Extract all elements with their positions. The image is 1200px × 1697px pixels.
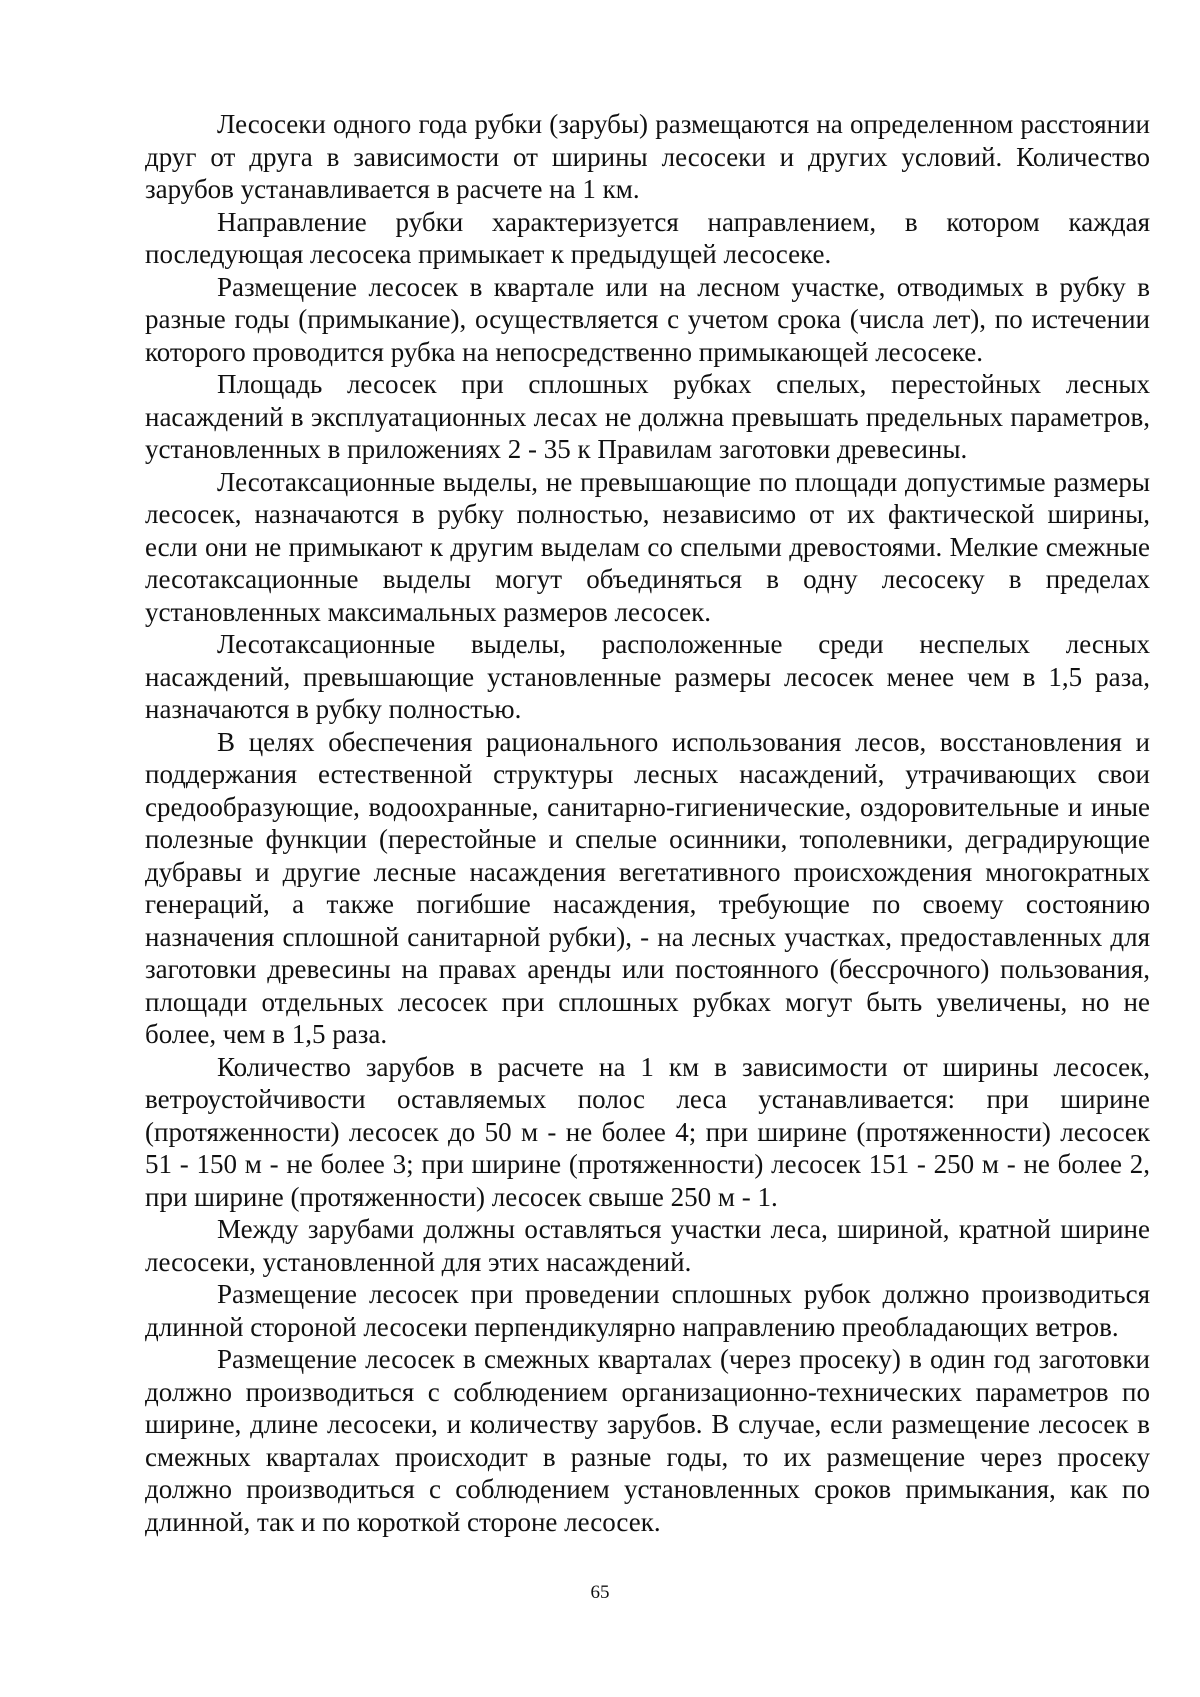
paragraph-11: Размещение лесосек в смежных кварталах (через просеку) в один год заготовки должно производиться с соблюдением организационно-технических параметров по ширине, длине лесосеки, и количеству зарубов. В случае, если размещение лесосек в смежных кварталах происходит в разные годы, то их размещение через просеку должно производиться с соблюдением установленных сроков примыкания, как по длинной, так и по короткой стороне лесосек. (145, 1344, 1150, 1537)
paragraph-9: Между зарубами должны оставляться участки леса, шириной, кратной ширине лесосеки, установленной для этих насаждений. (145, 1214, 1150, 1277)
paragraph-8: Количество зарубов в расчете на 1 км в зависимости от ширины лесосек, ветроустойчивости оставляемых полос леса устанавливается: при ширине (протяженности) лесосек до 50 м - не более 4; при ширине (протяженности) лесосек 51 - 150 м - не более 3; при ширине (протяженности) лесосек 151 - 250 м - не более 2, при ширине (протяженности) лесосек свыше 250 м - 1. (145, 1051, 1150, 1212)
page-number: 65 (590, 1582, 610, 1603)
paragraph-4: Площадь лесосек при сплошных рубках спелых, перестойных лесных насаждений в эксплуатационных лесах не должна превышать предельных параметров, установленных в приложениях 2 - 35 к Правилам заготовки древесины. (145, 369, 1150, 464)
paragraph-2: Направление рубки характеризуется направлением, в котором каждая последующая лесосека примыкает к предыдущей лесосеке. (145, 206, 1150, 269)
page-body (145, 108, 1150, 1538)
paragraph-1: Лесосеки одного года рубки (зарубы) размещаются на определенном расстоянии друг от друга в зависимости от ширины лесосеки и других условий. Количество зарубов устанавливается в расчете на 1 км. (145, 109, 1150, 204)
paragraph-3: Размещение лесосек в квартале или на лесном участке, отводимых в рубку в разные годы (примыкание), осуществляется с учетом срока (числа лет), по истечении которого проводится рубка на непосредственно примыкающей лесосеке. (145, 271, 1150, 367)
paragraph-6: Лесотаксационные выделы, расположенные среди неспелых лесных насаждений, превышающие установленные размеры лесосек менее чем в 1,5 раза, назначаются в рубку полностью. (145, 629, 1150, 724)
paragraph-5: Лесотаксационные выделы, не превышающие по площади допустимые размеры лесосек, назначаются в рубку полностью, независимо от их фактической ширины, если они не примыкают к другим выделам со спелыми древостоями. Мелкие смежные лесотаксационные выделы могут объединяться в одну лесосеку в пределах установленных максимальных размеров лесосек. (145, 466, 1150, 627)
paragraph-7: В целях обеспечения рационального использования лесов, восстановления и поддержания естественной структуры лесных насаждений, утрачивающих свои средообразующие, водоохранные, санитарно-гигиенические, оздоровительные и иные полезные функции (перестойные и спелые осинники, тополевники, деградирующие дубравы и другие лесные насаждения вегетативного происхождения многократных генераций, а также погибшие насаждения, требующие по своему состоянию назначения сплошной санитарной рубки), - на лесных участках, предоставленных для заготовки древесины на правах аренды или постоянного (бессрочного) пользования, площади отдельных лесосек при сплошных рубках могут быть увеличены, но не более, чем в 1,5 раза. (145, 726, 1150, 1049)
paragraph-10: Размещение лесосек при проведении сплошных рубок должно производиться длинной стороной лесосеки перпендикулярно направлению преобладающих ветров. (145, 1279, 1150, 1342)
